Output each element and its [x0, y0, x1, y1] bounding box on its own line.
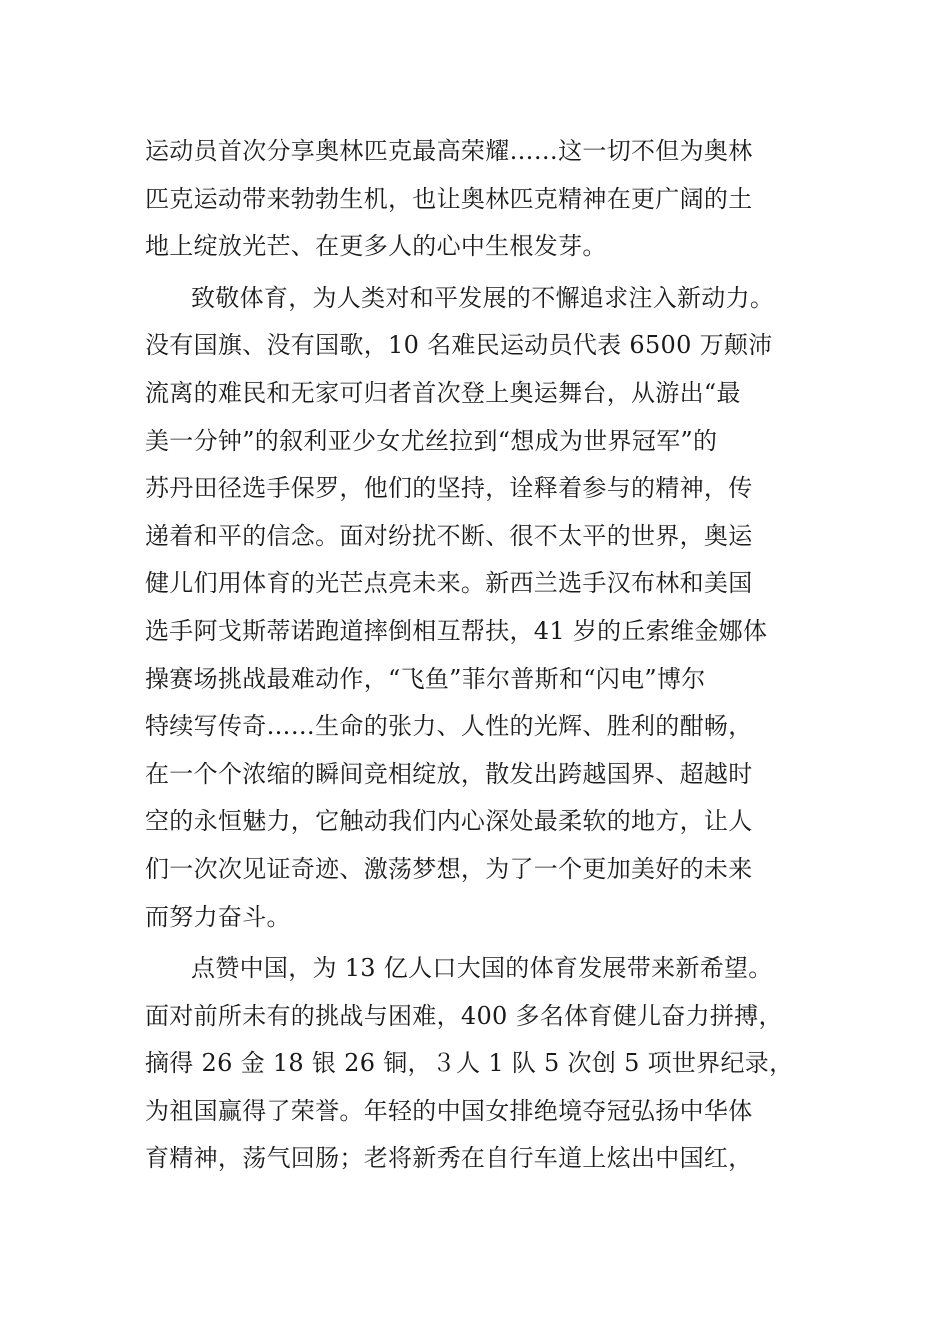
text-line: 健儿们用体育的光芒点亮未来。新西兰选手汉布林和美国: [145, 569, 753, 598]
text-line: 运动员首次分享奥林匹克最高荣耀……这一切不但为奥林: [145, 137, 753, 165]
text-line: 特续写传奇……生命的张力、人性的光辉、胜利的酣畅，: [145, 712, 753, 741]
text-line: 们一次次见证奇迹、激荡梦想，为了一个更加美好的未来: [145, 854, 753, 883]
text-line: 点赞中国，为 13 亿人口大国的体育发展带来新希望。: [191, 954, 773, 983]
text-line: 空的永恒魅力，它触动我们内心深处最柔软的地方，让人: [145, 807, 753, 836]
text-line: 操赛场挑战最难动作，“飞鱼”菲尔普斯和“闪电”博尔: [145, 664, 706, 693]
text-line: 选手阿戈斯蒂诺跑道摔倒相互帮扶，41 岁的丘索维金娜体: [145, 616, 768, 645]
paragraph-2: [145, 275, 817, 941]
text-line: 苏丹田径选手保罗，他们的坚持，诠释着参与的精神，传: [145, 474, 753, 503]
text-line: 为祖国赢得了荣誉。年轻的中国女排绝境夺冠弘扬中华体: [145, 1096, 753, 1125]
text-line: 递着和平的信念。面对纷扰不断、很不太平的世界，奥运: [145, 521, 753, 550]
text-line: 在一个个浓缩的瞬间竞相绽放，散发出跨越国界、超越时: [145, 759, 753, 788]
text-line: 摘得 26 金 18 银 26 铜，３人 1 队 5 次创 5 项世界纪录，: [145, 1049, 794, 1078]
text-line: 致敬体育，为人类对和平发展的不懈追求注入新动力。: [191, 283, 775, 312]
text-line: 而努力奋斗。: [145, 902, 291, 931]
document-body: [145, 128, 817, 1183]
text-line: 美一分钟”的叙利亚少女尤丝拉到“想成为世界冠军”的: [145, 426, 718, 455]
text-line: 没有国旗、没有国歌，10 名难民运动员代表 6500 万颠沛: [145, 331, 773, 360]
text-line: 面对前所未有的挑战与困难，400 多名体育健儿奋力拼搏，: [145, 1001, 783, 1030]
paragraph-3: [145, 945, 817, 1183]
text-line: 地上绽放光芒、在更多人的心中生根发芽。: [145, 232, 607, 261]
text-line: 流离的难民和无家可归者首次登上奥运舞台，从游出“最: [145, 378, 741, 407]
text-line: 匹克运动带来勃勃生机，也让奥林匹克精神在更广阔的土: [145, 184, 753, 213]
text-line: 育精神，荡气回肠；老将新秀在自行车道上炫出中国红，: [145, 1144, 753, 1173]
paragraph-1: [145, 128, 817, 271]
